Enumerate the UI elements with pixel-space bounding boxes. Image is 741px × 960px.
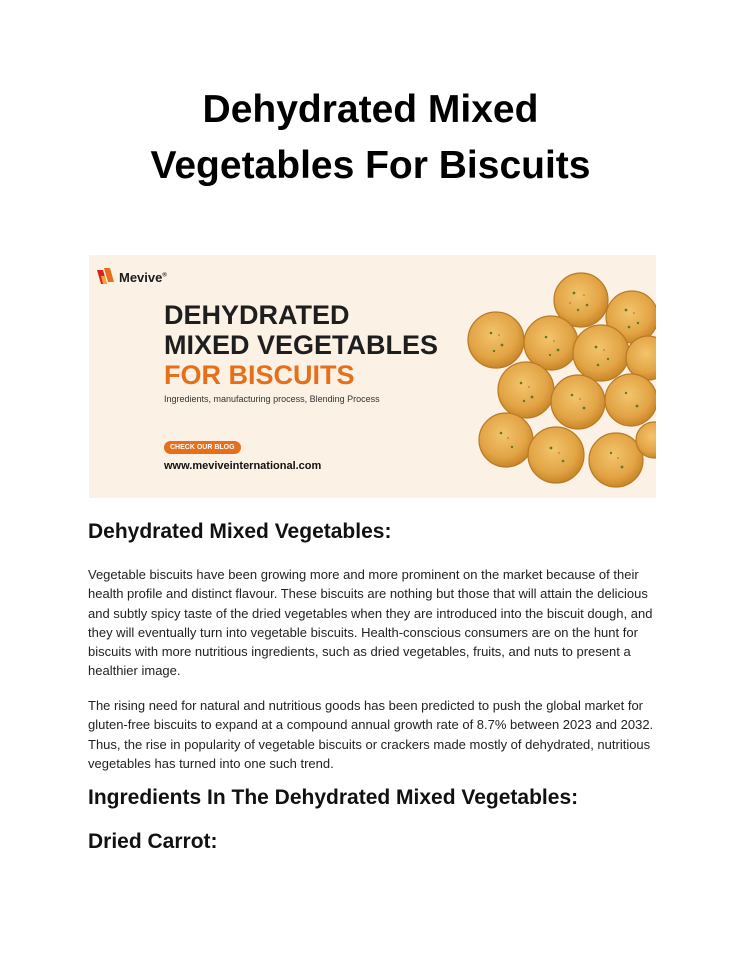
brand-logo bbox=[95, 266, 167, 288]
biscuits-illustration bbox=[466, 255, 656, 498]
paragraph-2: The rising need for natural and nutritious goods has been predicted to push the global market for gluten-free biscuits to expand at a compound annual growth rate of 8.7% between 2023 and 2032. Thus, the rise in popularity of vegetable biscuits or crackers made mostly of dehydrated, nutritious vegetables has turned into one such trend. bbox=[88, 698, 654, 771]
section-heading-ingredients: Ingredients In The Dehydrated Mixed Vegetables: bbox=[88, 786, 579, 809]
banner-image bbox=[89, 255, 656, 498]
section-heading-dried-carrot: Dried Carrot: bbox=[88, 830, 218, 853]
check-our-blog-button[interactable]: CHECK OUR BLOG bbox=[164, 441, 241, 454]
page-title-line1: Dehydrated Mixed bbox=[202, 88, 539, 131]
banner-heading-line2: MIXED VEGETABLES bbox=[164, 330, 439, 360]
page-title bbox=[0, 82, 741, 194]
website-link[interactable]: www.meviveinternational.com bbox=[164, 460, 322, 472]
banner-subheading: Ingredients, manufacturing process, Blending Process bbox=[164, 394, 380, 404]
mevive-logo-icon bbox=[95, 266, 115, 288]
brand-name: Mevive® bbox=[119, 269, 167, 285]
page-title-line2: Vegetables For Biscuits bbox=[150, 144, 591, 187]
banner-heading-line3: FOR BISCUITS bbox=[164, 360, 355, 390]
paragraph-1: Vegetable biscuits have been growing more and more prominent on the market because of their health profile and distinct flavour. These biscuits are nothing but those that will attain the delicious and subtly spicy taste of the dried vegetables when they are introduced into the biscuit dough, and they will eventually turn into vegetable biscuits. Health-conscious consumers are on the hunt for biscuits with more nutritious ingredients, such as dried vegetables, fruits, and nuts to present a healthier image. bbox=[88, 567, 653, 679]
section-heading-dehydrated-mixed-vegetables: Dehydrated Mixed Vegetables: bbox=[88, 520, 392, 543]
banner-heading-line1: DEHYDRATED bbox=[164, 300, 350, 330]
